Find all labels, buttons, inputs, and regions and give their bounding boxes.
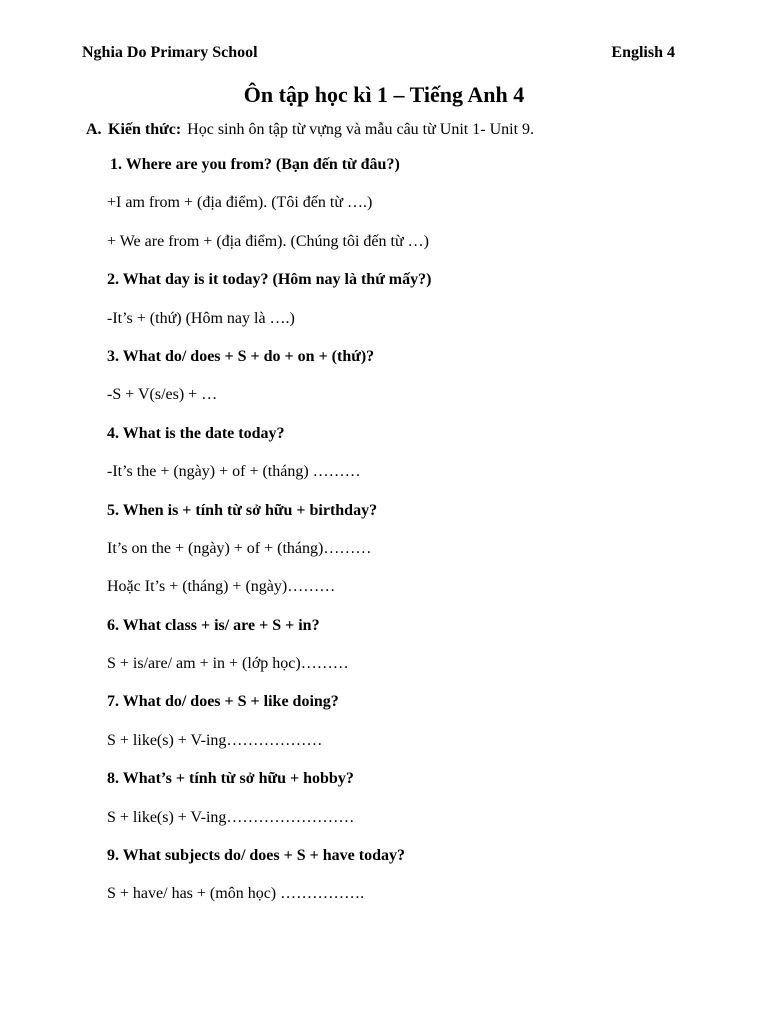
- review-list: [107, 154, 707, 922]
- answer-line: -It’s the + (ngày) + of + (tháng) ………: [107, 463, 361, 481]
- question-line: [107, 346, 707, 384]
- question-number: 2.: [107, 271, 119, 289]
- question-line: [107, 768, 707, 806]
- question-text: What is the date today?: [122, 424, 285, 442]
- answer-line: S + is/are/ am + in + (lớp học)………: [107, 655, 349, 673]
- answer-line: + We are from + (địa điểm). (Chúng tôi đến từ …): [107, 232, 429, 250]
- question-text: What class + is/ are + S + in?: [122, 616, 320, 634]
- section-description: Học sinh ôn tập từ vựng và mẫu câu từ Unit 1- Unit 9.: [187, 121, 535, 138]
- school-name: Nghia Do Primary School: [82, 44, 258, 61]
- question-line: [107, 691, 707, 729]
- subject-name: English 4: [611, 44, 675, 61]
- question-number: 9.: [107, 847, 119, 865]
- answer-line: -It’s + (thứ) (Hôm nay là ….): [107, 309, 295, 327]
- question-text: What’s + tính từ sở hữu + hobby?: [122, 770, 354, 788]
- question-number: 3.: [107, 347, 119, 365]
- question-line: [107, 154, 707, 192]
- answer-line: S + like(s) + V-ing………………: [107, 731, 323, 749]
- question-number: 5.: [107, 501, 119, 519]
- question-text: What subjects do/ does + S + have today?: [122, 847, 405, 865]
- section-letter: A.: [86, 121, 102, 138]
- answer-line: S + have/ has + (môn học) …………….: [107, 885, 365, 903]
- question-text: What do/ does + S + do + on + (thứ)?: [122, 347, 375, 365]
- answer-line: S + like(s) + V-ing……………………: [107, 808, 355, 826]
- question-line: [107, 269, 707, 307]
- question-line: [107, 615, 707, 653]
- answer-line: It’s on the + (ngày) + of + (tháng)………: [107, 539, 372, 557]
- question-number: 8.: [107, 770, 119, 788]
- question-number: 7.: [107, 693, 119, 711]
- question-number: 4.: [107, 424, 119, 442]
- question-line: [107, 423, 707, 461]
- question-line: [107, 500, 707, 538]
- question-text: Where are you from? (Bạn đến từ đâu?): [125, 156, 400, 173]
- question-line: [107, 845, 707, 883]
- answer-line: Hoặc It’s + (tháng) + (ngày)………: [107, 578, 336, 596]
- section-label: Kiến thức:: [108, 121, 182, 138]
- question-text: What day is it today? (Hôm nay là thứ mấy?): [122, 271, 432, 289]
- answer-line: -S + V(s/es) + …: [107, 386, 218, 404]
- question-number: 6.: [107, 616, 119, 634]
- question-text: What do/ does + S + like doing?: [122, 693, 339, 711]
- section-a-heading: [86, 121, 534, 139]
- question-text: When is + tính từ sở hữu + birthday?: [122, 501, 378, 519]
- answer-line: +I am from + (địa điểm). (Tôi đến từ ….): [107, 194, 373, 212]
- document-title: Ôn tập học kì 1 – Tiếng Anh 4: [243, 82, 525, 107]
- question-number: 1.: [110, 156, 122, 173]
